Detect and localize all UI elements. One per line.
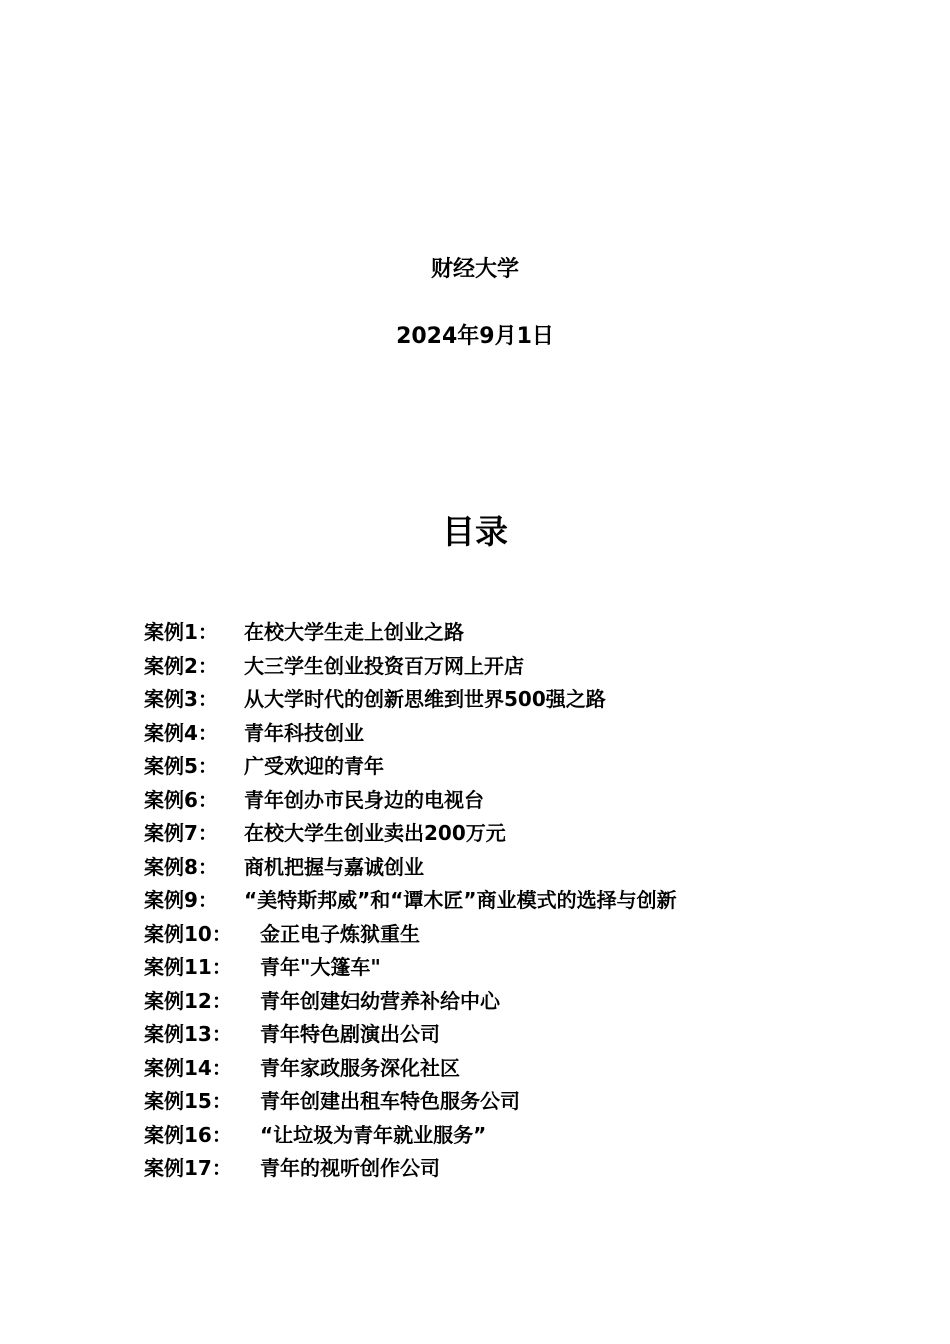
toc-item[interactable] bbox=[144, 1052, 924, 1086]
toc-item-label: 案例7： bbox=[144, 821, 218, 845]
toc-item-label: 案例8： bbox=[144, 854, 218, 879]
toc-item[interactable] bbox=[144, 1119, 924, 1153]
toc-item-title: 青年家政服务深化社区 bbox=[260, 1055, 460, 1080]
toc-title: 目录 bbox=[442, 512, 508, 551]
toc-item-title: 在校大学生创业卖出200万元 bbox=[244, 821, 506, 845]
toc-item[interactable] bbox=[144, 951, 924, 985]
toc-item-title: “让垃圾为青年就业服务” bbox=[260, 1122, 487, 1147]
toc-item-label: 案例4： bbox=[144, 720, 218, 745]
toc-item[interactable] bbox=[144, 985, 924, 1019]
toc-item-title: 青年创建出租车特色服务公司 bbox=[260, 1089, 520, 1113]
toc-item-label: 案例9： bbox=[144, 888, 218, 912]
toc-item-title: 金正电子炼狱重生 bbox=[260, 921, 420, 946]
toc-item-title: 青年创建妇幼营养补给中心 bbox=[260, 988, 500, 1013]
toc-item[interactable] bbox=[144, 1018, 924, 1052]
toc-item-title: 在校大学生走上创业之路 bbox=[244, 620, 464, 644]
toc-item[interactable] bbox=[144, 1152, 924, 1186]
toc-item-label: 案例16： bbox=[144, 1122, 232, 1147]
toc-item-label: 案例1： bbox=[144, 620, 218, 644]
toc-item-label: 案例14： bbox=[144, 1055, 232, 1080]
toc-item-title: 青年科技创业 bbox=[244, 720, 364, 745]
toc-item-label: 案例3： bbox=[144, 687, 218, 711]
toc-item-label: 案例17： bbox=[144, 1156, 232, 1180]
toc-item-title: “美特斯邦威”和“谭木匠”商业模式的选择与创新 bbox=[244, 888, 677, 912]
toc-item[interactable] bbox=[144, 683, 924, 717]
toc-item[interactable] bbox=[144, 650, 924, 684]
toc-item-title: 青年创办市民身边的电视台 bbox=[244, 787, 484, 812]
toc-item-label: 案例11： bbox=[144, 955, 232, 979]
toc-item[interactable] bbox=[144, 851, 924, 885]
document-date: 2024年9月1日 bbox=[396, 324, 554, 349]
toc-list bbox=[144, 616, 924, 1186]
toc-item-title: 广受欢迎的青年 bbox=[244, 754, 384, 778]
toc-item[interactable] bbox=[144, 750, 924, 784]
toc-item-title: 青年的视听创作公司 bbox=[260, 1156, 440, 1180]
toc-item-label: 案例10： bbox=[144, 921, 232, 946]
toc-item-label: 案例12： bbox=[144, 988, 232, 1013]
toc-item[interactable] bbox=[144, 717, 924, 751]
toc-item[interactable] bbox=[144, 784, 924, 818]
toc-item-title: 商机把握与嘉诚创业 bbox=[244, 854, 424, 879]
toc-item[interactable] bbox=[144, 616, 924, 650]
toc-item[interactable] bbox=[144, 918, 924, 952]
toc-item-label: 案例15： bbox=[144, 1089, 232, 1113]
toc-item-title: 青年特色剧演出公司 bbox=[260, 1022, 440, 1046]
toc-item-label: 案例5： bbox=[144, 754, 218, 778]
toc-item-title: 青年"大篷车" bbox=[260, 955, 381, 979]
toc-item-label: 案例2： bbox=[144, 653, 218, 678]
institution-name: 财经大学 bbox=[430, 257, 519, 282]
toc-item-title: 从大学时代的创新思维到世界500强之路 bbox=[244, 687, 606, 711]
toc-item-title: 大三学生创业投资百万网上开店 bbox=[244, 653, 524, 678]
toc-item[interactable] bbox=[144, 817, 924, 851]
toc-item[interactable] bbox=[144, 884, 924, 918]
toc-item[interactable] bbox=[144, 1085, 924, 1119]
toc-item-label: 案例13： bbox=[144, 1022, 232, 1046]
toc-item-label: 案例6： bbox=[144, 787, 218, 812]
